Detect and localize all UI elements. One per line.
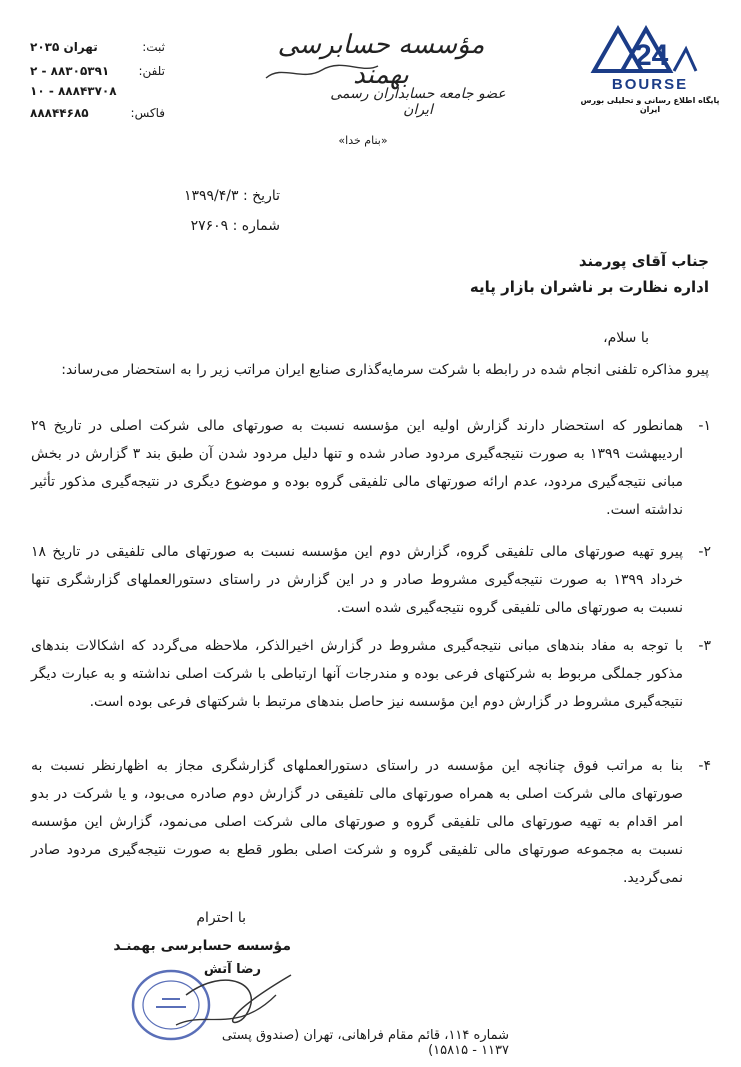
registration-label: ثبت:	[142, 40, 165, 54]
item-number: ۳-	[698, 638, 711, 654]
svg-text:24: 24	[635, 39, 669, 72]
intro-paragraph: پیرو مذاکره تلفنی انجام شده در رابطه با شرکت سرمایه‌گذاری صنایع ایران مراتب زیر را به استحضار می‌رساند:	[61, 362, 709, 378]
item-text: همانطور که استحضار دارند گزارش اولیه این مؤسسه نسبت به صورتهای مالی شرکت اصلی در تاریخ ۲۹ اردیبهشت ۱۳۹۹ به صورت نتیجه‌گیری مردود صادر شده و تنها دلیل مردود شدن آن طبق بند ۳ گزارش در بخش مبانی نتیجه‌گیری مردود، عدم ارائه صورتهای مالی تلفیقی گروه بوده و موضوع دیگری در نتیجه‌گیری مذکور تأثیر نداشته است.	[31, 418, 683, 518]
list-item	[31, 752, 711, 892]
fax-value: ۸۸۸۴۴۶۸۵	[30, 106, 89, 120]
footer-address: شماره ۱۱۴، قائم مقام فراهانی، تهران (صندوق پستی ۱۱۳۷ - ۱۵۸۱۵)	[221, 1028, 509, 1058]
phone-row	[30, 64, 165, 82]
signature-organization: مؤسسه حسابرسی بهمنـد	[113, 938, 291, 954]
firm-subtitle-calligraphy: عضو جامعه حسابداران رسمی ایران	[330, 86, 506, 118]
list-item	[31, 412, 711, 524]
signer-name: رضا آتش	[203, 962, 261, 977]
phone-value-1: ۲ - ۸۸۳۰۵۳۹۱	[30, 64, 110, 78]
letter-number: شماره : ۲۷۶۰۹	[190, 218, 280, 234]
item-number: ۱-	[698, 418, 711, 434]
fax-row	[30, 106, 165, 124]
item-text: پیرو تهیه صورتهای مالی تلفیقی گروه، گزارش دوم این مؤسسه نسبت به صورتهای مالی تلفیقی در تاریخ ۱۸ خرداد ۱۳۹۹ به صورت نتیجه‌گیری مشروط صادر و در این گزارش در راستای دستورالعملهای گزارشگری تنها نسبت به صورتهای مالی تلفیقی گروه نتیجه‌گیری شده است.	[31, 544, 683, 616]
bourse-logo-icon	[590, 25, 700, 77]
addressee-name: جناب آقای پورمند	[578, 252, 709, 270]
basmala: «بنام خدا»	[338, 134, 388, 147]
firm-name-calligraphy: مؤسسه حسابرسی بهمند	[277, 30, 485, 90]
item-text: بنا به مراتب فوق چنانچه این مؤسسه در راستای دستورالعملهای گزارشگری مجاز به اظهارنظر نسبت به صورتهای مالی شرکت اصلی به همراه صورتهای مالی تلفیقی در گزارش دوم صادره می‌بود، و یا شرکت در بدو امر اقدام به تهیه صورتهای مالی تلفیقی گروه و صورتهای مالی شرکت اصلی می‌نمود، گزارش این مؤسسه نسبت به مجموعه صورتهای مالی تلفیقی گروه و شرکت اصلی بطور قطع به صورت نتیجه‌گیری مردود صادر نمی‌گردید.	[31, 758, 683, 886]
logo-tagline: پایگاه اطلاع رسانی و تحلیلی بورس ایران	[580, 96, 720, 114]
logo-wordmark: BOURSE	[611, 76, 689, 93]
item-number: ۴-	[698, 758, 711, 774]
list-item	[31, 632, 711, 716]
list-item	[31, 538, 711, 622]
addressee-office: اداره نظارت بر ناشران بازار پایه	[469, 278, 709, 296]
greeting: با سلام،	[603, 330, 649, 346]
item-text: با توجه به مفاد بندهای مبانی نتیجه‌گیری مشروط در گزارش اخیرالذکر، ملاحظه می‌گردد که اشکالات بندهای مذکور جملگی مربوط به شرکتهای فرعی بوده و مندرجات آنها ارتباطی با شرکت اصلی نداشته و به عبارت دیگر نتیجه‌گیری مشروط در گزارش دوم این مؤسسه نیز حاصل بندهای مرتبط با شرکتهای فرعی بوده است.	[31, 638, 683, 710]
phone-label: تلفن:	[138, 64, 165, 78]
registration-row	[30, 40, 165, 58]
calligraphy-flourish	[262, 60, 382, 84]
fax-label: فاکس:	[130, 106, 165, 120]
phone-row-2	[30, 84, 165, 102]
letter-date: تاریخ : ۱۳۹۹/۴/۳	[183, 188, 280, 204]
closing-regards: با احترام	[196, 910, 246, 926]
registration-value: ۲۰۳۵ تهران	[30, 40, 98, 54]
item-number: ۲-	[698, 544, 711, 560]
phone-value-2: ۱۰ - ۸۸۸۴۳۷۰۸	[30, 84, 117, 98]
